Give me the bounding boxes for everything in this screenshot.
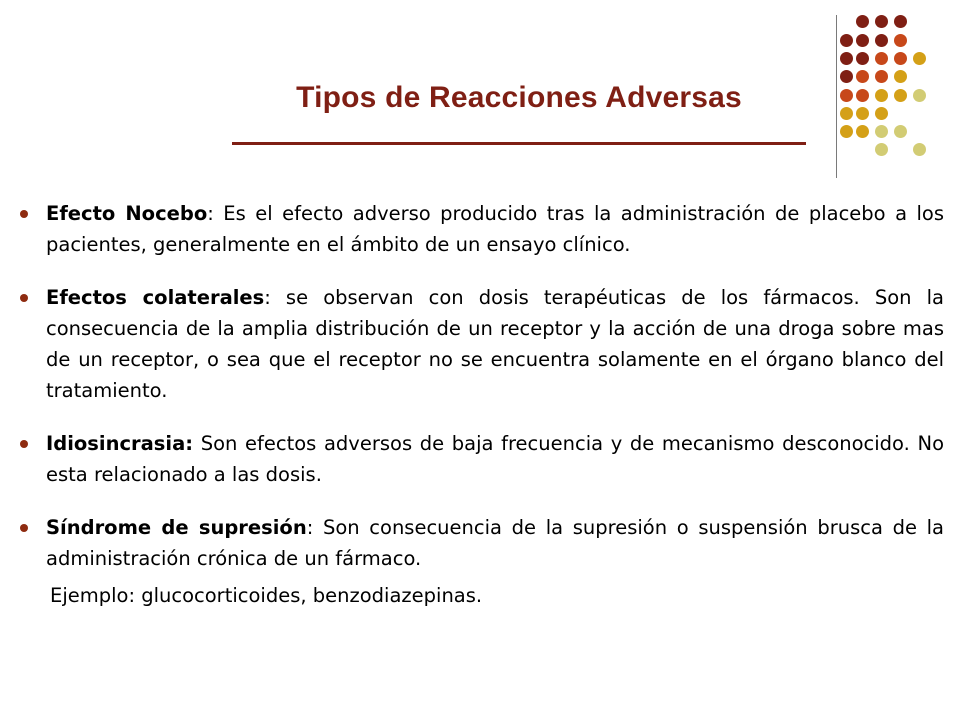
- bullet-term: Efectos colaterales: [46, 286, 265, 309]
- dot-14: [856, 70, 869, 83]
- dot-28: [894, 125, 907, 138]
- dot-6: [875, 34, 888, 47]
- dot-23: [856, 107, 869, 120]
- dot-10: [875, 52, 888, 65]
- bullet-term: Síndrome de supresión: [46, 516, 307, 539]
- example-line: Ejemplo: glucocorticoides, benzodiazepinas.: [50, 584, 483, 607]
- vertical-divider: [836, 15, 837, 178]
- dot-21: [913, 89, 926, 102]
- dot-11: [894, 52, 907, 65]
- bullet-separator: :: [306, 516, 314, 539]
- bullet-separator: :: [207, 202, 214, 225]
- bullet-idiosincrasia: [14, 428, 944, 490]
- dot-20: [894, 89, 907, 102]
- bullet-term: Efecto Nocebo: [46, 202, 208, 225]
- bullet-separator: :: [264, 286, 271, 309]
- dot-17: [840, 89, 853, 102]
- dot-27: [875, 125, 888, 138]
- bullet-efectos-colaterales: [14, 282, 944, 406]
- dot-30: [913, 143, 926, 156]
- dot-2: [875, 15, 888, 28]
- title-underline: [232, 142, 806, 145]
- dot-4: [840, 34, 853, 47]
- dot-9: [856, 52, 869, 65]
- bullet-term: Idiosincrasia:: [46, 432, 194, 455]
- dot-22: [840, 107, 853, 120]
- dot-15: [875, 70, 888, 83]
- bullet-efecto-nocebo: [14, 198, 944, 260]
- dot-12: [913, 52, 926, 65]
- bullet-text: Son efectos adversos de baja frecuencia y de mecanismo desconocido. No esta relacionado a las dosis.: [46, 432, 944, 486]
- dot-5: [856, 34, 869, 47]
- dot-7: [894, 34, 907, 47]
- dot-19: [875, 89, 888, 102]
- bullet-text: se observan con dosis terapéuticas de los fármacos. Son la consecuencia de la amplia distribución de un receptor y la acción de una droga sobre mas de un receptor, o sea que el receptor no se encuentra solamente en el órgano blanco del tratamiento.: [46, 286, 945, 402]
- decorative-dot-grid: [840, 0, 960, 170]
- dot-29: [875, 143, 888, 156]
- dot-1: [856, 15, 869, 28]
- bullet-text: Son consecuencia de la supresión o suspensión brusca de la administración crónica de un fármaco.: [46, 516, 945, 570]
- dot-25: [840, 125, 853, 138]
- bullet-text: Es el efecto adverso producido tras la administración de placebo a los pacientes, generalmente en el ámbito de un ensayo clínico.: [46, 202, 945, 256]
- dot-18: [856, 89, 869, 102]
- bullet-sindrome-de-supresion: [14, 512, 944, 574]
- dot-24: [875, 107, 888, 120]
- bullet-list: [14, 198, 944, 631]
- dot-13: [840, 70, 853, 83]
- dot-8: [840, 52, 853, 65]
- dot-16: [894, 70, 907, 83]
- dot-3: [894, 15, 907, 28]
- slide-title: Tipos de Reacciones Adversas: [296, 81, 742, 114]
- dot-26: [856, 125, 869, 138]
